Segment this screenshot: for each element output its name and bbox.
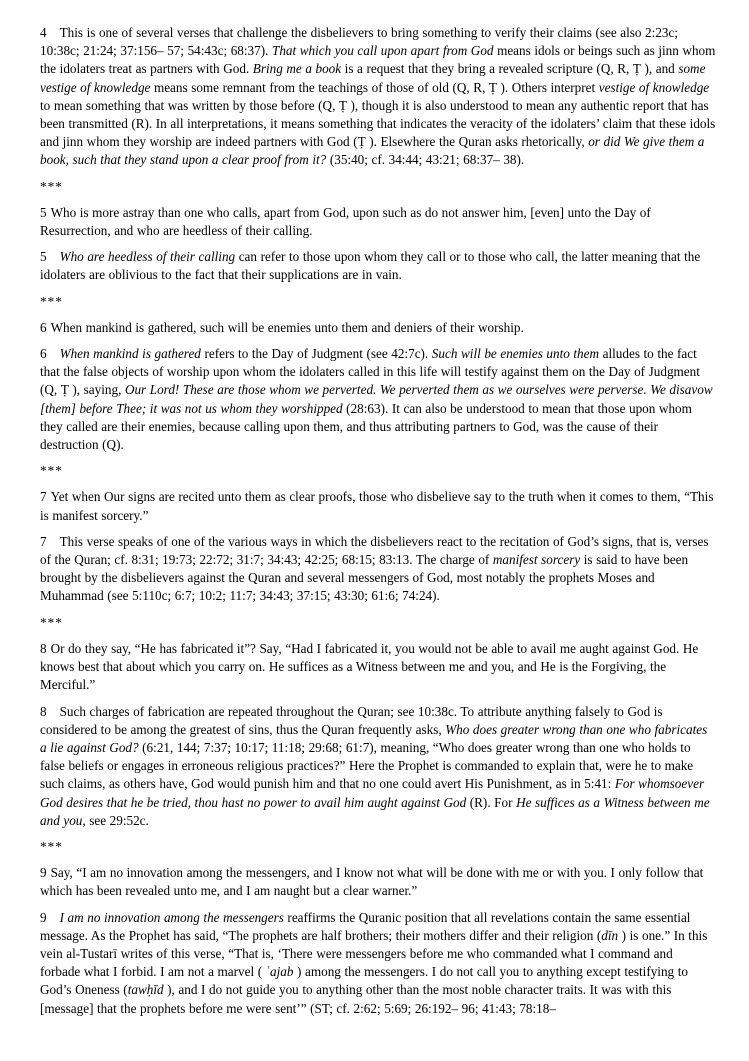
quoted-quran-text: When mankind is gathered — [59, 346, 201, 362]
commentary-paragraph-8 — [40, 703, 716, 830]
verse-paragraph-8 — [40, 640, 716, 695]
quoted-quran-text: or did We give them a book, such that they stand upon a clear proof from it? — [40, 134, 705, 168]
verse-paragraph-7 — [40, 488, 716, 524]
verse-number: 6 — [40, 319, 47, 335]
commentary-paragraph-5 — [40, 248, 716, 284]
body-text: ), and I do not guide you to anything other than the most noble character traits. It was with this [message] that the prophets before me were sent’” (ST; cf. 2:62; 5:69; 26:192– 96; 41:43; 78:18– — [40, 982, 672, 1016]
section-separator: *** — [40, 463, 63, 479]
body-text: reaffirms the Quranic position that all revelations contain the same essential message. As the Prophet has said, “The prophets are half brothers; their mothers differ and their religion ( — [40, 909, 691, 943]
body-text: means idols or beings such as jinn whom the idolaters treat as partners with God. — [40, 43, 716, 77]
quoted-quran-text: Such will be enemies unto them — [431, 346, 600, 362]
body-text: Who is more astray than one who calls, apart from God, upon such as do not answer him, [even] unto the Day of Resurrection, and who are heedless of their calling. — [40, 204, 651, 239]
quoted-quran-text: Who does greater wrong than one who fabricates a lie against God? — [40, 721, 708, 755]
body-text: means some remnant from the teachings of those of old (Q, R, Ṭ ). Others interpret — [150, 79, 599, 95]
commentary-number: 6 — [40, 346, 47, 362]
body-text: to mean something that was written by those before (Q, Ṭ ), though it is also understood to mean any authentic report that has been transmitted (R). In all interpretations, it means something that indicates the veracity of the idolaters’ claim that these idols and jinn whom they worship are indeed partners with God (Ṭ ). Elsewhere the Quran asks rhetorically, — [40, 97, 716, 150]
body-text: ) among the messengers. I do not call you to anything except testifying to God’s Oneness ( — [40, 964, 688, 998]
quoted-quran-text: I am no innovation among the messengers — [59, 909, 284, 925]
quoted-quran-text: manifest sorcery — [492, 552, 581, 568]
quoted-quran-text: ʿajab — [265, 964, 294, 980]
commentary-number: 5 — [40, 249, 47, 265]
body-text: is a request that they bring a revealed scripture (Q, R, Ṭ ), and — [341, 61, 679, 77]
body-text: is said to have been brought by the disbelievers against the Quran and several messengers of God, most notably the prophets Moses and Muhammad (see 5:110c; 6:7; 10:2; 11:7; 34:43; 37:15; 43:30; 61:6; 74:24). — [40, 552, 689, 604]
section-separator: *** — [40, 293, 63, 309]
commentary-paragraph-4 — [40, 24, 716, 170]
body-text: (R). For — [466, 794, 517, 810]
quoted-quran-text: He suffices as a Witness between me and you, — [40, 794, 710, 828]
verse-paragraph-9 — [40, 864, 716, 900]
verse-number: 8 — [40, 640, 47, 656]
verse-paragraph-6 — [40, 319, 716, 337]
body-text: Or do they say, “He has fabricated it”? Say, “Had I fabricated it, you would not be able to avail me aught against God. He knows best that about which you carry on. He suffices as a Witness between me and you, and He is the Forgiving, the Merciful.” — [40, 640, 699, 693]
body-text: (28:63). It can also be understood to mean that those upon whom they called are their enemies, because calling upon them, and thus attributing partners to God, was the cause of their destruction (Q). — [40, 400, 692, 453]
body-text: Yet when Our signs are recited unto them as clear proofs, those who disbelieve say to the truth when it comes to them, “This is manifest sorcery.” — [40, 489, 714, 523]
commentary-number: 4 — [40, 25, 47, 40]
section-separator: *** — [40, 614, 63, 630]
quoted-quran-text: Who are heedless of their calling — [59, 249, 236, 265]
quoted-quran-text: some vestige of knowledge — [40, 61, 706, 95]
quoted-quran-text: tawḥīd — [127, 982, 164, 998]
body-text: see 29:52c. — [85, 812, 149, 828]
body-text: refers to the Day of Judgment (see 42:7c). — [200, 346, 432, 362]
body-text: This is one of several verses that challenge the disbelievers to bring something to verify their claims (see also 2:23c; 10:38c; 21:24; 37:156– 57; 54:43c; 68:37). — [40, 25, 679, 59]
verse-number: 5 — [40, 204, 47, 220]
page-content — [40, 24, 716, 1018]
body-text: (35:40; cf. 34:44; 43:21; 68:37– 38). — [326, 152, 525, 168]
verse-paragraph-5 — [40, 204, 716, 240]
body-text: alludes to the fact that the false objects of worship upon whom the idolaters called in this life will testify against them on the Day of Judgment (Q, Ṭ ), saying, — [40, 346, 700, 398]
body-text: ) is one.” In this vein al-Tustarī writes of this verse, “That is, ‘There were messengers before me who commanded what I command and forbade what I forbid. I am not a marvel ( — [40, 927, 708, 980]
body-text: This verse speaks of one of the various ways in which the disbelievers react to the recitation of God’s signs, that is, verses of the Quran; cf. 8:31; 19:73; 22:72; 31:7; 34:43; 42:25; 68:15; 83:13. The charge of — [40, 533, 709, 568]
commentary-paragraph-7 — [40, 533, 716, 606]
quoted-quran-text: Our Lord! These are those whom we perverted. We perverted them as we ourselves were perverse. We disavow [them] before Thee; it was not us whom they worshipped — [40, 382, 713, 416]
commentary-paragraph-6 — [40, 345, 716, 454]
quoted-quran-text: Bring me a book — [252, 61, 342, 77]
section-separator: *** — [40, 838, 63, 854]
commentary-number: 8 — [40, 703, 47, 719]
quoted-quran-text: That which you call upon apart from God — [272, 43, 494, 59]
section-separator: *** — [40, 178, 63, 194]
body-text: When mankind is gathered, such will be enemies unto them and deniers of their worship. — [50, 319, 524, 335]
body-text: (6:21, 144; 7:37; 10:17; 11:18; 29:68; 61:7), meaning, “Who does greater wrong than one who holds to false beliefs or engages in erroneous religious practices?” Here the Prophet is commanded to explain that, were he to make such claims, as others have, God would punish him and that no one could avert His Punishment, as in 5:41: — [40, 739, 694, 792]
verse-number: 7 — [40, 489, 47, 505]
body-text: Such charges of fabrication are repeated throughout the Quran; see 10:38c. To attribute anything falsely to God is considered to be among the greatest of sins, thus the Quran frequently asks, — [40, 703, 663, 737]
commentary-number: 9 — [40, 909, 47, 925]
body-text: Say, “I am no innovation among the messengers, and I know not what will be done with me or with you. I only follow that which has been revealed unto me, and I am naught but a clear warner.” — [40, 865, 704, 899]
body-text: can refer to those upon whom they call or to those who call, the latter meaning that the idolaters are oblivious to the fact that their supplications are in vain. — [40, 249, 701, 283]
verse-number: 9 — [40, 865, 47, 881]
commentary-number: 7 — [40, 533, 47, 549]
quoted-quran-text: dīn — [601, 927, 619, 943]
quoted-quran-text: vestige of knowledge — [598, 79, 710, 95]
commentary-paragraph-9 — [40, 909, 716, 1018]
quoted-quran-text: For whomsoever God desires that he be tried, thou hast no power to avail him aught against God — [40, 776, 705, 810]
